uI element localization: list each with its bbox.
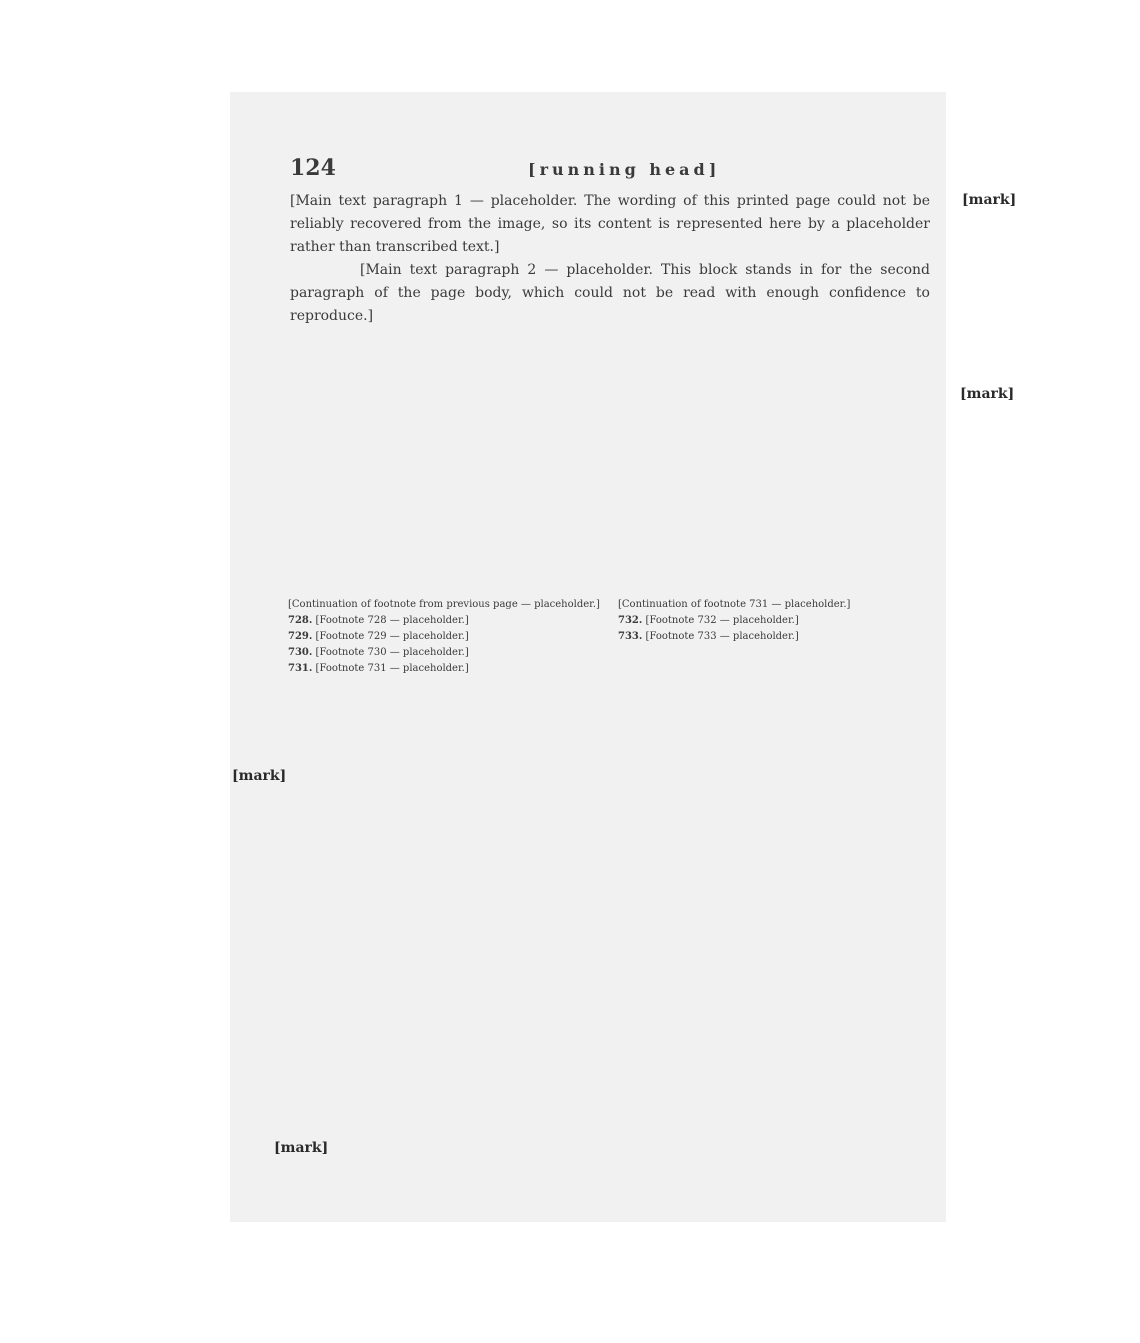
left-margin-mark: [mark]	[274, 1140, 329, 1156]
footnote-text: [Footnote 730 — placeholder.]	[315, 647, 469, 658]
footnote-text: [Footnote 728 — placeholder.]	[315, 615, 469, 626]
footnote-text: [Footnote 733 — placeholder.]	[645, 631, 799, 642]
footnote	[288, 630, 606, 643]
footnote-number: 728.	[288, 615, 313, 626]
footnote-text: [Footnote 731 — placeholder.]	[315, 663, 469, 674]
footnotes-left-column	[288, 598, 606, 678]
footnote-text: [Footnote 729 — placeholder.]	[315, 631, 469, 642]
footnote-number: 731.	[288, 663, 313, 674]
paragraph: [Main text paragraph 1 — placeholder. The wording of this printed page could not be reliably recovered from the image, so its content is represented here by a placeholder rather than transcribed text.]	[290, 193, 930, 255]
book-page	[288, 150, 933, 1170]
main-text	[290, 190, 930, 328]
footnote	[288, 646, 606, 659]
paragraph: [Main text paragraph 2 — placeholder. This block stands in for the second paragraph of the page body, which could not be read with enough confidence to reproduce.]	[290, 262, 930, 324]
footnote-text: [Continuation of footnote 731 — placeholder.]	[618, 599, 851, 610]
footnote-number: 730.	[288, 647, 313, 658]
footnote	[618, 630, 936, 643]
footnote	[288, 598, 606, 611]
footnote	[618, 598, 936, 611]
page-header	[288, 150, 933, 184]
page-number: 124	[290, 155, 336, 181]
right-margin-mark: [mark]	[962, 192, 1017, 208]
footnote	[288, 662, 606, 675]
left-margin-mark: [mark]	[232, 768, 287, 784]
footnote-number: 733.	[618, 631, 643, 642]
running-head: [running head]	[528, 160, 721, 179]
footnote	[618, 614, 936, 627]
footnotes-right-column	[618, 598, 936, 646]
footnote-number: 732.	[618, 615, 643, 626]
right-margin-mark: [mark]	[960, 386, 1015, 402]
footnote-text: [Continuation of footnote from previous page — placeholder.]	[288, 599, 600, 610]
footnote-text: [Footnote 732 — placeholder.]	[645, 615, 799, 626]
footnote	[288, 614, 606, 627]
footnote-number: 729.	[288, 631, 313, 642]
